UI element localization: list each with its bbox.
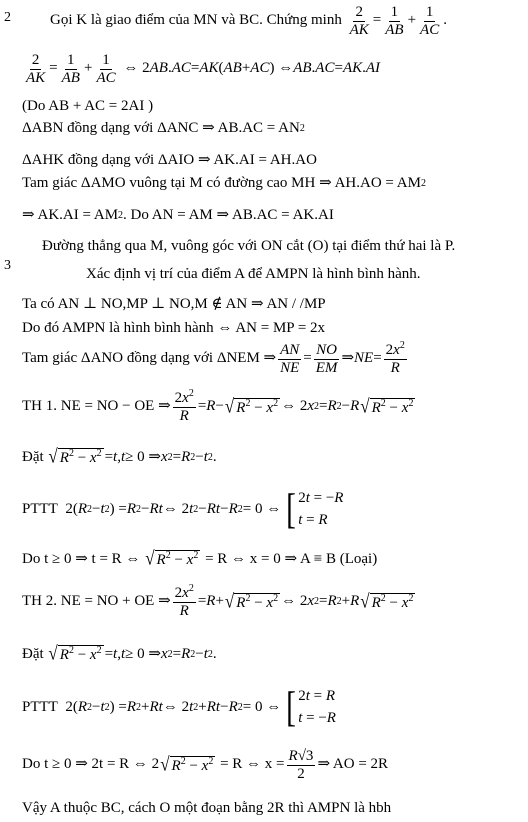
equation-system-2: PTTT 2( R 2 − t 2 ) = R 2 + Rt ⇔ 2 t 2 + Rt − R 2 = 0 ⇔ [ 2t = R t = −R	[22, 684, 336, 731]
note-ab-ac: (Do AB + AC = 2AI )	[22, 98, 154, 114]
case-1-conclusion: Do t ≥ 0 ⇒ t = R ⇔ √ $R^2 - x^2$ = R ⇔ x = 0 ⇒ A ≡ B (Loại)	[22, 547, 378, 570]
conclusion-ak-ai: ⇒ AK.AI = AM 2 . Do AN = AM ⇒ AB.AC = AK.AI	[22, 207, 334, 223]
substitution-1: Đặt √ $R^2 - x^2$ = t , t ≥ 0 ⇒ x 2 = R 2 − t 2 .	[22, 445, 217, 468]
case-2-equation: TH 2. NE = NO + OE ⇒ $\frac{2x^2}{R}$ = R + √ $R^2 - x^2$ ⇔ 2 x 2 = R 2 + R √ $R^2 - x^2$	[22, 583, 414, 619]
parallelogram-condition: Do đó AMPN là hình bình hành ⇔ AN = MP = 2x	[22, 320, 326, 336]
triangle-amo: Tam giác ΔAMO vuông tại M có đường cao MH ⇒ AH.AO = AM 2	[22, 175, 426, 191]
similar-ahk-aio: ΔAHK đồng dạng với ΔAIO ⇒ AK.AI = AH.AO	[22, 152, 317, 168]
problem-statement-amnp: Xác định vị trí của điểm A để AMPN là hình bình hành.	[86, 266, 421, 282]
equation-system-1: PTTT 2( R 2 − t 2 ) = R 2 − Rt ⇔ 2 t 2 − Rt − R 2 = 0 ⇔ [ 2t = −R t = R	[22, 486, 344, 533]
problem-statement-k: Gọi K là giao điểm của MN và BC. Chứng minh $\frac{2}{AK}$ = $\frac{1}{AB}$ + $\frac{1}{AC}$ .	[50, 4, 447, 38]
equation-line-1: $\frac{2}{AK}$ = $\frac{1}{AB}$ + $\frac{1}{AC}$ ⇔ 2 AB . AC = AK ( AB + AC ) ⇔ AB . AC = AK . AI	[26, 52, 381, 86]
item-number-3: 3	[4, 258, 11, 273]
similar-abn-anc: ΔABN đồng dạng với ΔANC ⇒ AB.AC = AN 2	[22, 120, 305, 136]
problem-statement-p: Đường thẳng qua M, vuông góc với ON cắt (O) tại điểm thứ hai là P.	[42, 238, 456, 254]
item-number-2: 2	[4, 10, 11, 25]
final-conclusion: Vậy A thuộc BC, cách O một đoạn bằng 2R thì AMPN là hbh	[22, 800, 392, 816]
substitution-2: Đặt √ $R^2 - x^2$ = t , t ≥ 0 ⇒ x 2 = R 2 − t 2 .	[22, 642, 217, 665]
similar-ano-nem: Tam giác ΔANO đồng dạng với ΔNEM ⇒ $\frac{AN}{NE}$ = $\frac{NO}{EM}$ ⇒ NE = $\frac{2x^2}{R}$	[22, 340, 405, 376]
case-1-equation: TH 1. NE = NO − OE ⇒ $\frac{2x^2}{R}$ = R − √ $R^2 - x^2$ ⇔ 2 x 2 = R 2 − R √ $R^2 - x^2$	[22, 388, 414, 424]
parallel-statement: Ta có AN ⊥ NO,MP ⊥ NO,M ∉ AN ⇒ AN / /MP	[22, 296, 326, 312]
case-2-conclusion: Do t ≥ 0 ⇒ 2t = R ⇔ 2 √ $R^2 - x^2$ = R ⇔ x = $\frac{R√3}{2}$ ⇒ AO = 2R	[22, 748, 389, 782]
